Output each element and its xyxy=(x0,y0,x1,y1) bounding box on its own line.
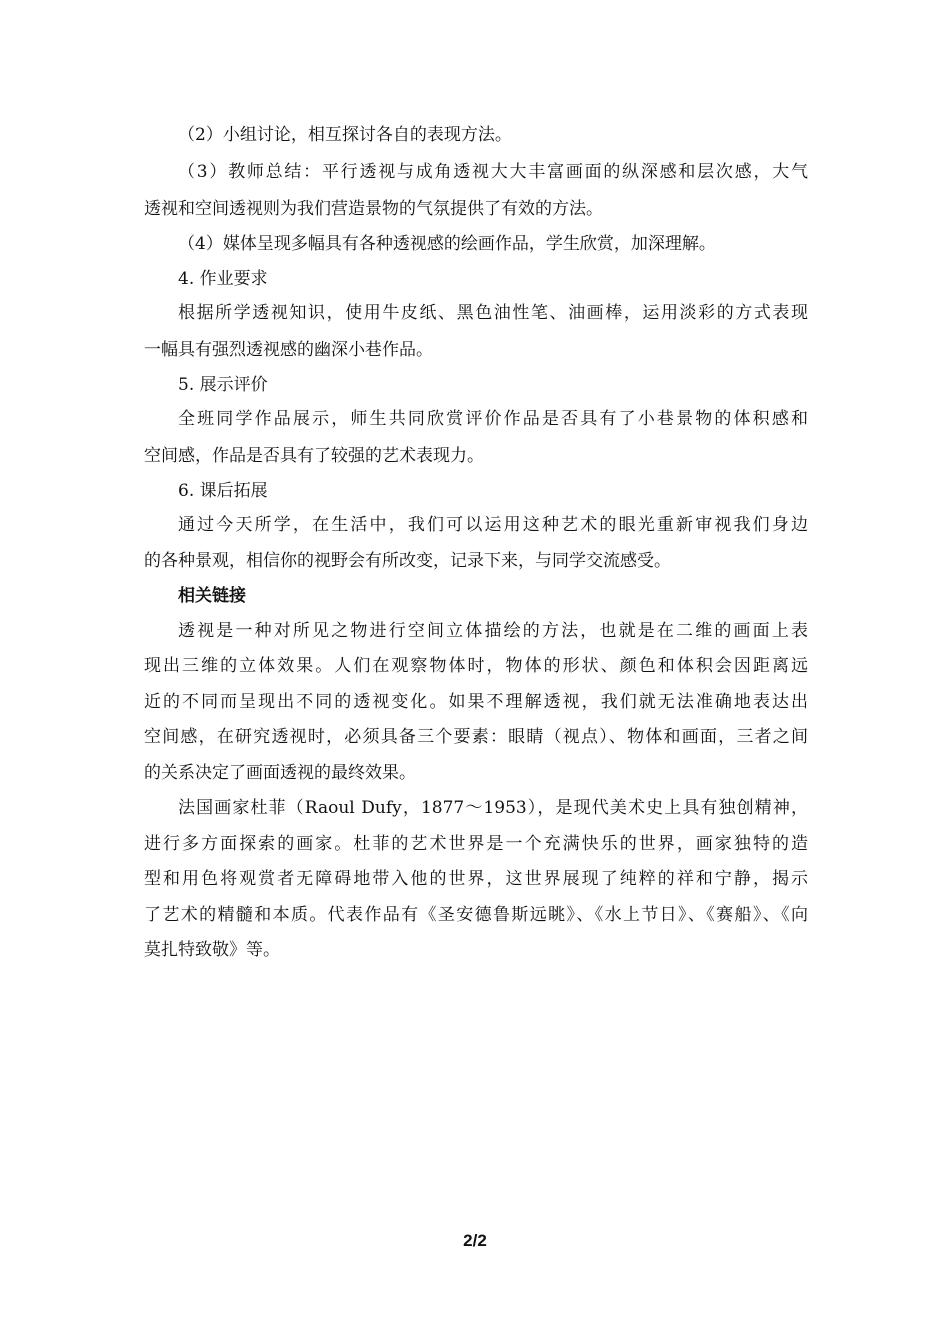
body-text-line: 6. 课后拓展 xyxy=(178,481,268,501)
body-text-line: 5. 展示评价 xyxy=(178,375,268,395)
body-text-line: 的关系决定了画面透视的最终效果。 xyxy=(144,763,416,783)
body-text-line: 4. 作业要求 xyxy=(178,269,268,289)
body-text-line: 空间感，在研究透视时，必须具备三个要素：眼睛（视点）、物体和画面，三者之间 xyxy=(144,727,808,747)
body-text-line: 进行多方面探索的画家。杜菲的艺术世界是一个充满快乐的世界，画家独特的造 xyxy=(144,834,808,854)
body-text-line: 了艺术的精髓和本质。代表作品有《圣安德鲁斯远眺》、《水上节日》、《赛船》、《向 xyxy=(144,905,808,925)
body-text-line: （4）媒体呈现多幅具有各种透视感的绘画作品，学生欣赏，加深理解。 xyxy=(178,234,716,254)
body-text-line: 空间感，作品是否具有了较强的艺术表现力。 xyxy=(144,446,484,466)
body-text-line: （2）小组讨论，相互探讨各自的表现方法。 xyxy=(178,125,512,145)
page-number: 2/2 xyxy=(463,1231,487,1250)
body-text-line: 一幅具有强烈透视感的幽深小巷作品。 xyxy=(144,340,433,360)
body-text-line: 法国画家杜菲（Raoul Dufy，1877～1953），是现代美术史上具有独创精神， xyxy=(178,798,808,818)
body-text-line: 型和用色将观赏者无障碍地带入他的世界，这世界展现了纯粹的祥和宁静，揭示 xyxy=(144,869,808,889)
body-text-line: 近的不同而呈现出不同的透视变化。如果不理解透视，我们就无法准确地表达出 xyxy=(144,692,808,712)
body-text-line: 根据所学透视知识，使用牛皮纸、黑色油性笔、油画棒，运用淡彩的方式表现 xyxy=(178,303,808,323)
body-text-line: 现出三维的立体效果。人们在观察物体时，物体的形状、颜色和体积会因距离远 xyxy=(144,656,808,676)
document-page xyxy=(144,0,808,1344)
body-text-line: 的各种景观，相信你的视野会有所改变，记录下来，与同学交流感受。 xyxy=(144,551,671,571)
section-heading: 相关链接 xyxy=(178,586,246,606)
body-text-line: 莫扎特致敬》等。 xyxy=(144,940,280,960)
body-text-line: 全班同学作品展示，师生共同欣赏评价作品是否具有了小巷景物的体积感和 xyxy=(178,409,808,429)
body-text-line: 透视和空间透视则为我们营造景物的气氛提供了有效的方法。 xyxy=(144,199,603,219)
body-text-line: （3）教师总结：平行透视与成角透视大大丰富画面的纵深感和层次感，大气 xyxy=(178,162,808,182)
body-text-line: 透视是一种对所见之物进行空间立体描绘的方法，也就是在二维的画面上表 xyxy=(178,621,808,641)
body-text-line: 通过今天所学，在生活中，我们可以运用这种艺术的眼光重新审视我们身边 xyxy=(178,515,808,535)
